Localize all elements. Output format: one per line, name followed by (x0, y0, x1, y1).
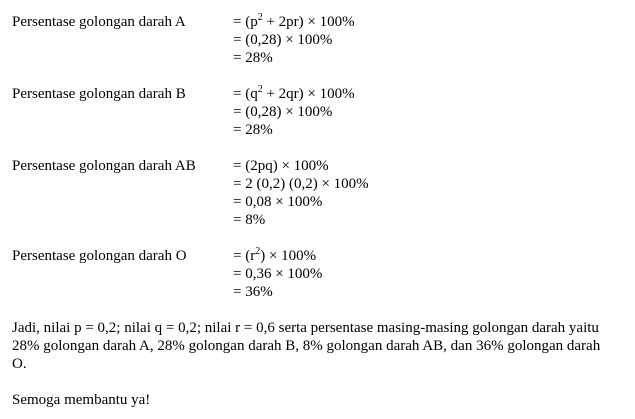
label-o: Persentase golongan darah O (12, 248, 187, 264)
equation-ab-1: = (2pq) × 100% (233, 158, 329, 174)
equation-ab-3: = 0,08 × 100% (233, 194, 323, 210)
equation-ab-2: = 2 (0,2) (0,2) × 100% (233, 176, 369, 192)
conclusion-line-2: 28% golongan darah A, 28% golongan darah B, 8% golongan darah AB, dan 36% golongan darah (12, 338, 601, 354)
closing-text: Semoga membantu ya! (12, 392, 151, 408)
equation-o-1: = $(r^2) \times 100\%$ (233, 246, 317, 264)
label-a: Persentase golongan darah A (12, 14, 186, 30)
label-ab: Persentase golongan darah AB (12, 158, 196, 174)
equation-ab-4: = 8% (233, 212, 266, 228)
conclusion-line-1: Jadi, nilai p = 0,2; nilai q = 0,2; nilai r = 0,6 serta persentase masing-masing golongan darah yaitu (12, 320, 599, 336)
equation-b-1: = $(q^2 + 2qr) \times 100\%$ (233, 84, 355, 102)
equation-a-2: = (0,28) × 100% (233, 32, 333, 48)
equation-o-3: = 36% (233, 284, 273, 300)
equation-a-1: = $(p^2 + 2pr) \times 100\%$ (233, 12, 355, 30)
equation-o-2: = 0,36 × 100% (233, 266, 323, 282)
equation-b-2: = (0,28) × 100% (233, 104, 333, 120)
label-b: Persentase golongan darah B (12, 86, 186, 102)
equation-a-3: = 28% (233, 50, 273, 66)
equation-b-3: = 28% (233, 122, 273, 138)
conclusion-line-3: O. (12, 356, 27, 372)
